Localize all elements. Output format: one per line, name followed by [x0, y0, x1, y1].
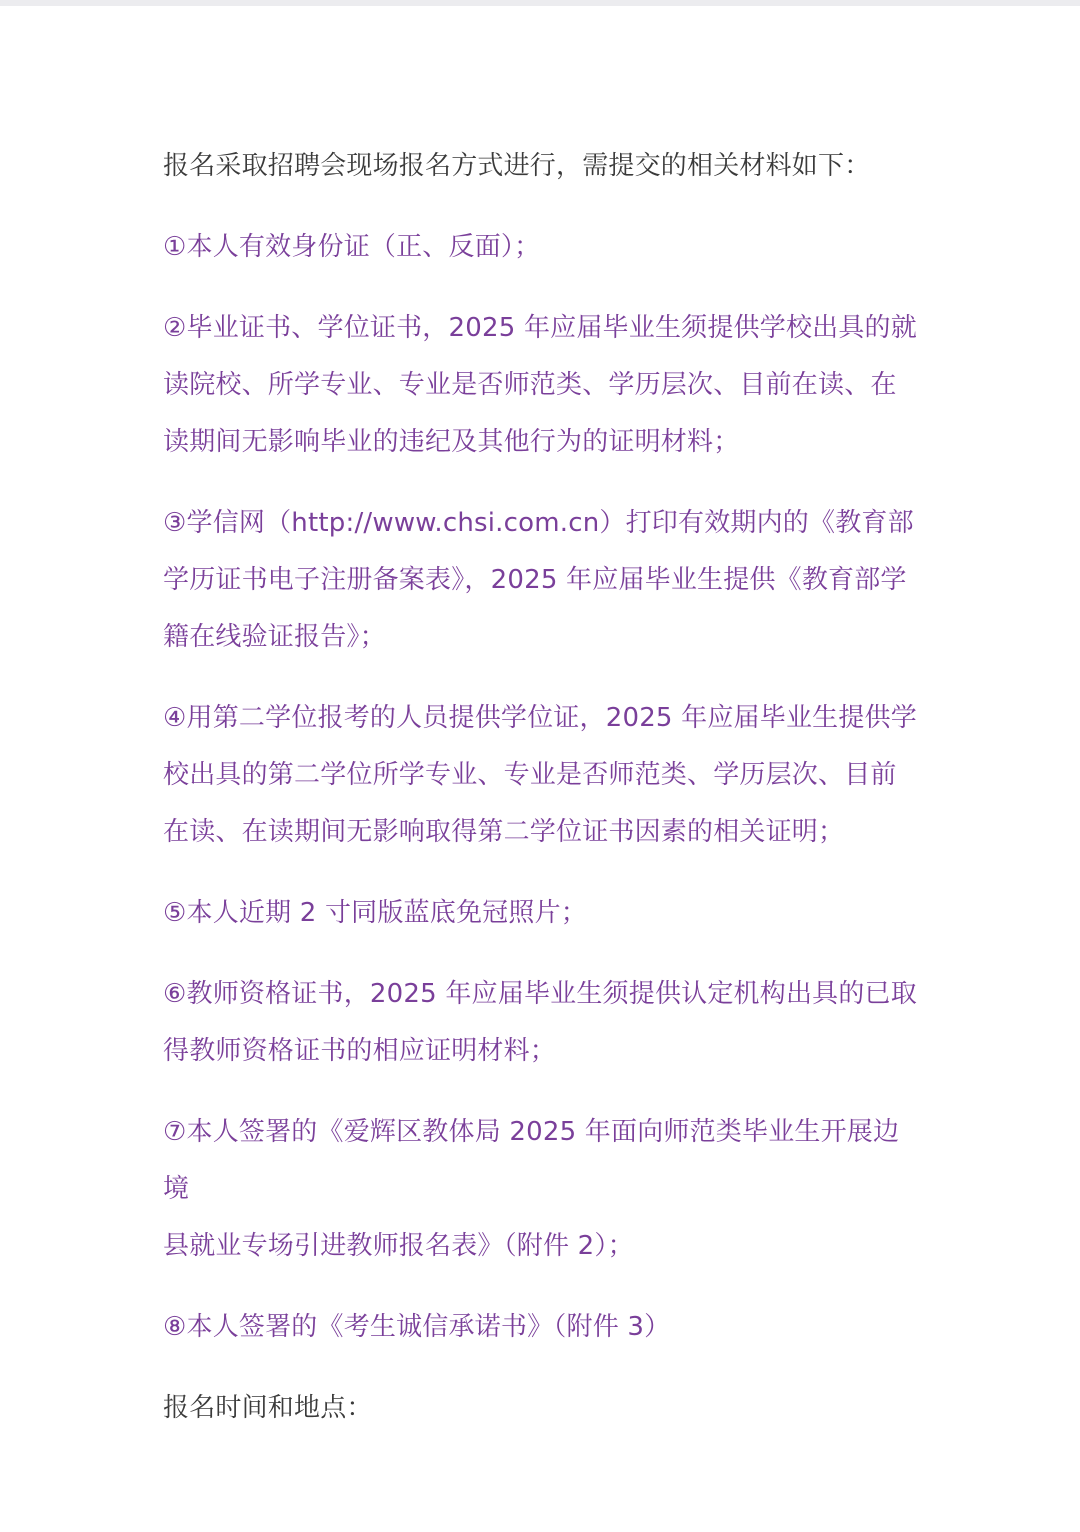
material-item-2: ②毕业证书、学位证书，2025 年应届毕业生须提供学校出具的就 读院校、所学专业、专业是否师范类、学历层次、目前在读、在 读期间无影响毕业的违纪及其他行为的证明材料；	[163, 313, 917, 457]
material-item-3: ③学信网（http://www.chsi.com.cn）打印有效期内的《教育部 学历证书电子注册备案表》，2025 年应届毕业生提供《教育部学 籍在线验证报告》；	[163, 508, 914, 652]
material-item-7: ⑦本人签署的《爱辉区教体局 2025 年面向师范类毕业生开展边境 县就业专场引进教师报名表》（附件 2）；	[163, 1117, 900, 1261]
page-top-edge	[0, 0, 1080, 6]
material-item-1: ①本人有效身份证（正、反面）；	[163, 232, 541, 262]
article-body	[163, 138, 923, 1437]
material-item-6: ⑥教师资格证书，2025 年应届毕业生须提供认定机构出具的已取 得教师资格证书的相应证明材料；	[163, 979, 917, 1066]
intro-paragraph: 报名采取招聘会现场报名方式进行，需提交的相关材料如下：	[163, 151, 871, 181]
material-item-5: ⑤本人近期 2 寸同版蓝底免冠照片；	[163, 898, 587, 928]
material-item-4: ④用第二学位报考的人员提供学位证，2025 年应届毕业生提供学 校出具的第二学位所学专业、专业是否师范类、学历层次、目前 在读、在读期间无影响取得第二学位证书因素的相关证明；	[163, 703, 917, 847]
material-item-8: ⑧本人签署的《考生诚信承诺书》（附件 3）	[163, 1312, 671, 1342]
closing-paragraph: 报名时间和地点：	[163, 1393, 373, 1423]
